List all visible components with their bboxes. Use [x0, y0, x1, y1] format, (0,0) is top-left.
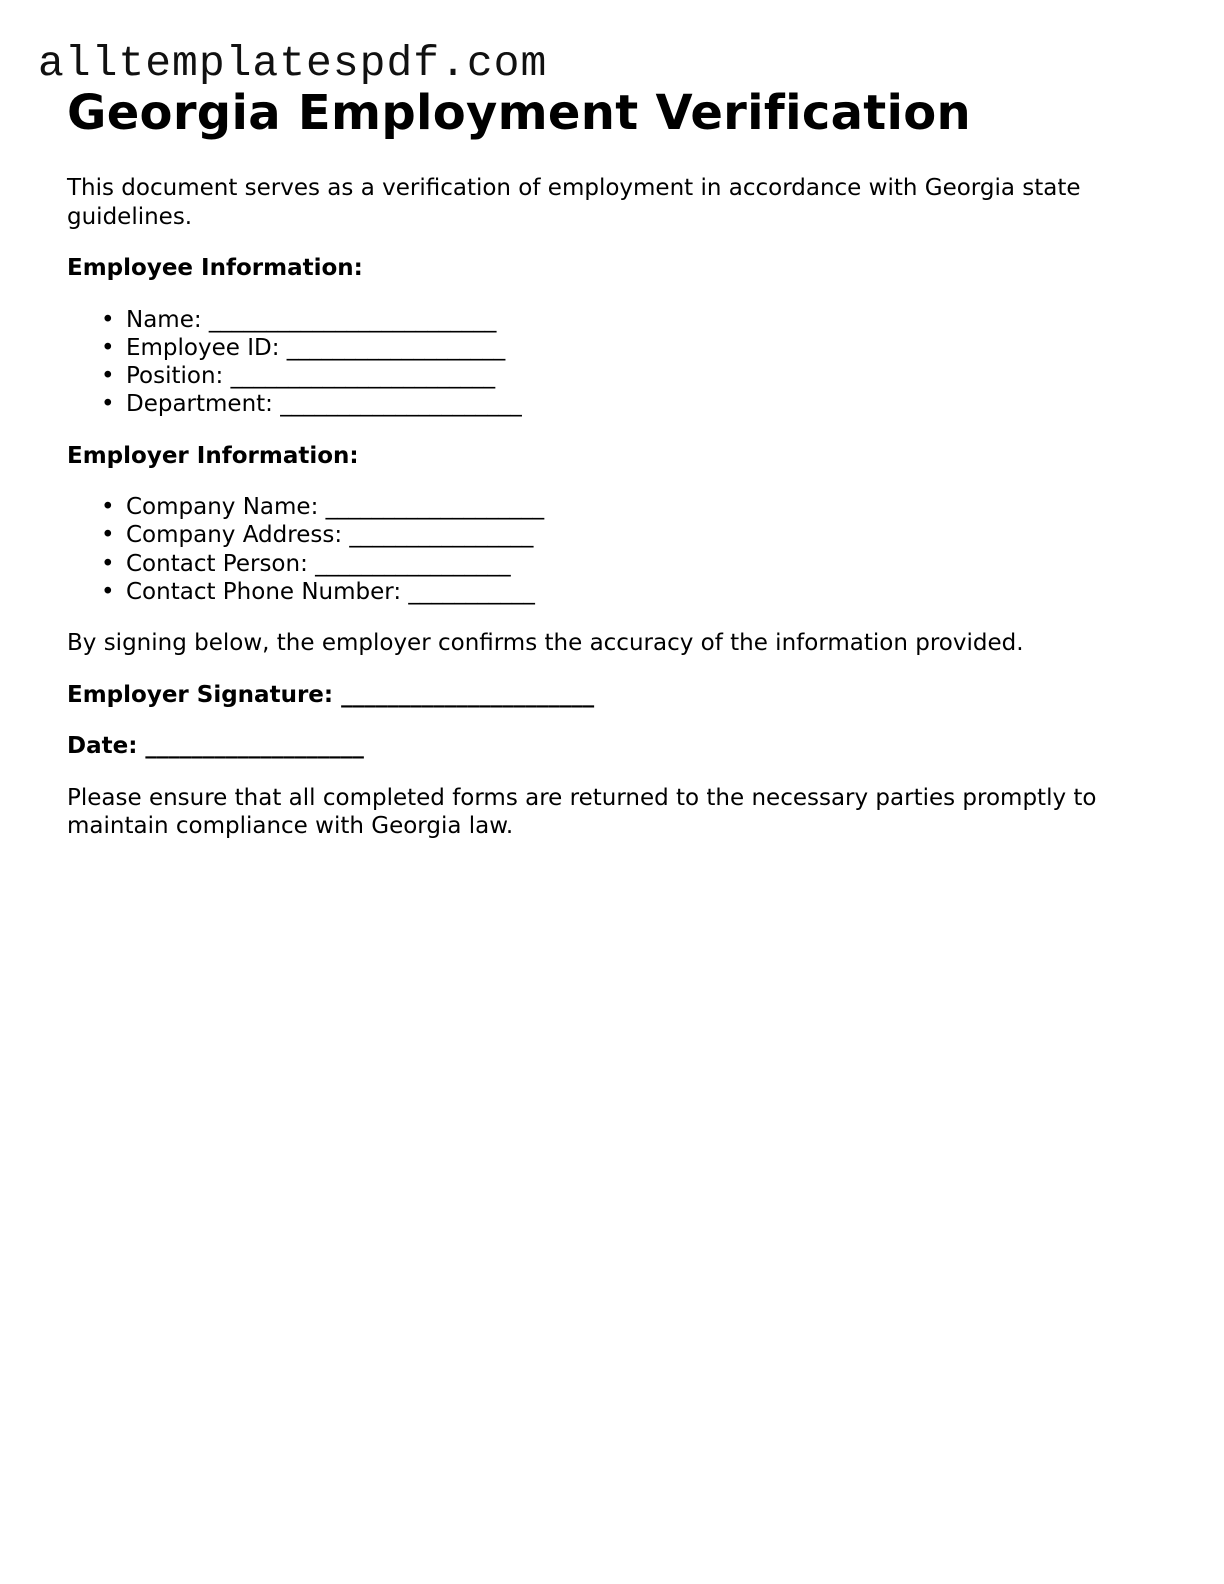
employee-info-list — [67, 306, 1167, 419]
employer-section-heading: Employer Information: — [67, 442, 359, 469]
department-field: Department: _____________________ — [126, 391, 522, 418]
employee-name-field: Name: _________________________ — [126, 306, 497, 333]
employer-signature-line: Employer Signature: ______________________ — [67, 681, 595, 708]
confirmation-text: By signing below, the employer confirms the accuracy of the information provided. — [67, 630, 1024, 657]
employee-id-field: Employee ID: ___________________ — [126, 334, 506, 361]
document-page — [67, 82, 1167, 841]
intro-paragraph: This document serves as a verification of employment in accordance with Georgia state guidelines. — [67, 175, 1081, 230]
bullet-icon: • — [101, 579, 115, 606]
list-item — [101, 521, 1167, 549]
bullet-icon: • — [101, 522, 115, 549]
list-item — [101, 578, 1167, 606]
list-item — [101, 334, 1167, 362]
closing-paragraph: Please ensure that all completed forms are returned to the necessary parties promptly to maintain compliance with Georgia law. — [67, 784, 1097, 840]
bullet-icon: • — [101, 494, 115, 521]
bullet-icon: • — [101, 550, 115, 577]
bullet-icon: • — [101, 306, 115, 333]
list-item — [101, 362, 1167, 390]
employer-info-list — [67, 493, 1167, 606]
list-item — [101, 493, 1167, 521]
bullet-icon: • — [101, 334, 115, 361]
position-field: Position: _______________________ — [126, 363, 496, 390]
contact-person-field: Contact Person: _________________ — [126, 550, 511, 577]
watermark: alltemplatespdf.com — [38, 39, 548, 88]
employee-section-heading: Employee Information: — [67, 255, 363, 281]
company-address-field: Company Address: ________________ — [126, 522, 534, 549]
list-item — [101, 306, 1167, 334]
list-item — [101, 390, 1167, 418]
bullet-icon: • — [101, 363, 115, 390]
bullet-icon: • — [101, 391, 115, 418]
company-name-field: Company Name: ___________________ — [126, 494, 545, 521]
list-item — [101, 550, 1167, 578]
date-line: Date: ___________________ — [67, 733, 364, 760]
document-title: Georgia Employment Verification — [67, 85, 972, 141]
contact-phone-field: Contact Phone Number: ___________ — [126, 579, 535, 606]
